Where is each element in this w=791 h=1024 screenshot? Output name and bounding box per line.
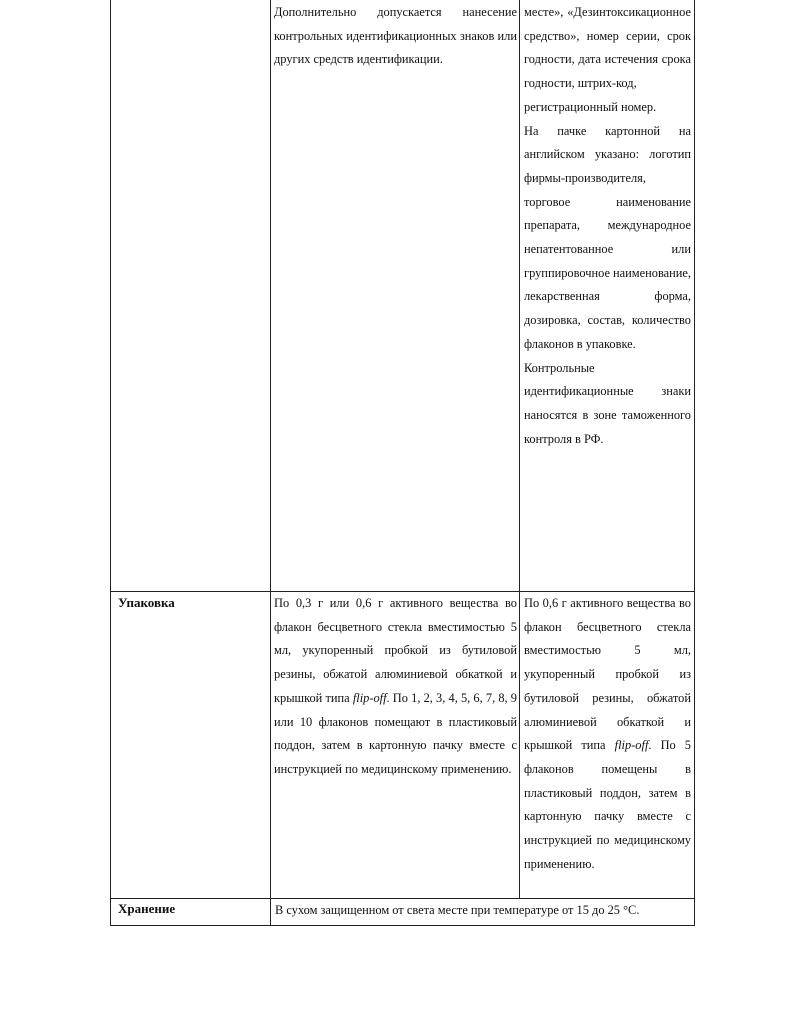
table-row [111,899,695,926]
text-span: . По 1, 2, 3, 4, 5, 6, 7, 8, 9 или 10 флаконов помещают в пластиковый поддон, затем в картонную пачку вместе с инструкцией по медицинскому применению. [274,690,517,776]
text-span: . По 5 флаконов помещены в пластиковый поддон, затем в картонную пачку вместе с инструкцией по медицинскому применению. [524,738,691,871]
packaging-cell-original [271,592,520,899]
identification-note: Дополнительно допускается нанесение контрольных идентификационных знаков или других средств идентификации. [274,5,517,67]
label-text-paragraph: Контрольные идентификационные знаки наносятся в зоне таможенного контроля в РФ. [524,360,691,446]
spec-cell-proposed [520,0,695,592]
text-span: По 0,3 г или 0,6 г активного вещества во флакон бесцветного стекла вместимостью 5 мл, укупоренный пробкой из бутиловой резины, обжатой алюминиевой обкаткой и крышкой типа [274,596,517,705]
row-label-storage: Хранение [111,899,271,926]
storage-conditions: В сухом защищенном от света месте при температуре от 15 до 25 °С. [275,903,640,917]
spec-cell-original [271,0,520,592]
packaging-description [524,592,691,876]
row-label-cell [111,0,271,592]
label-text-paragraph: лекарственная форма, дозировка, состав, количество флаконов в упаковке. [524,289,691,351]
storage-cell [271,899,695,926]
label-text-paragraph: регистрационный номер. [524,99,657,114]
flip-off-term: flip-off [614,738,649,753]
table-row [111,0,695,592]
specification-table [110,0,695,926]
row-label-packaging: Упаковка [111,592,271,899]
table-row [111,592,695,899]
label-text-paragraph: месте», «Дезинтоксикационное средство», номер серии, срок годности, дата истечения срока годности, штрих-код, [524,5,691,91]
text-span: По 0,6 г активного вещества во флакон бесцветного стекла вместимостью 5 мл, укупоренный пробкой из бутиловой резины, обжатой алюминиевой обкаткой и крышкой типа [524,596,691,753]
packaging-description [274,592,517,782]
label-text-paragraph: На пачке картонной на английском указано: логотип фирмы-производителя, торговое наименование препарата, международное непатентованное или группировочное наименование, [524,123,692,280]
flip-off-term: flip-off [352,690,387,705]
packaging-cell-proposed [520,592,695,899]
